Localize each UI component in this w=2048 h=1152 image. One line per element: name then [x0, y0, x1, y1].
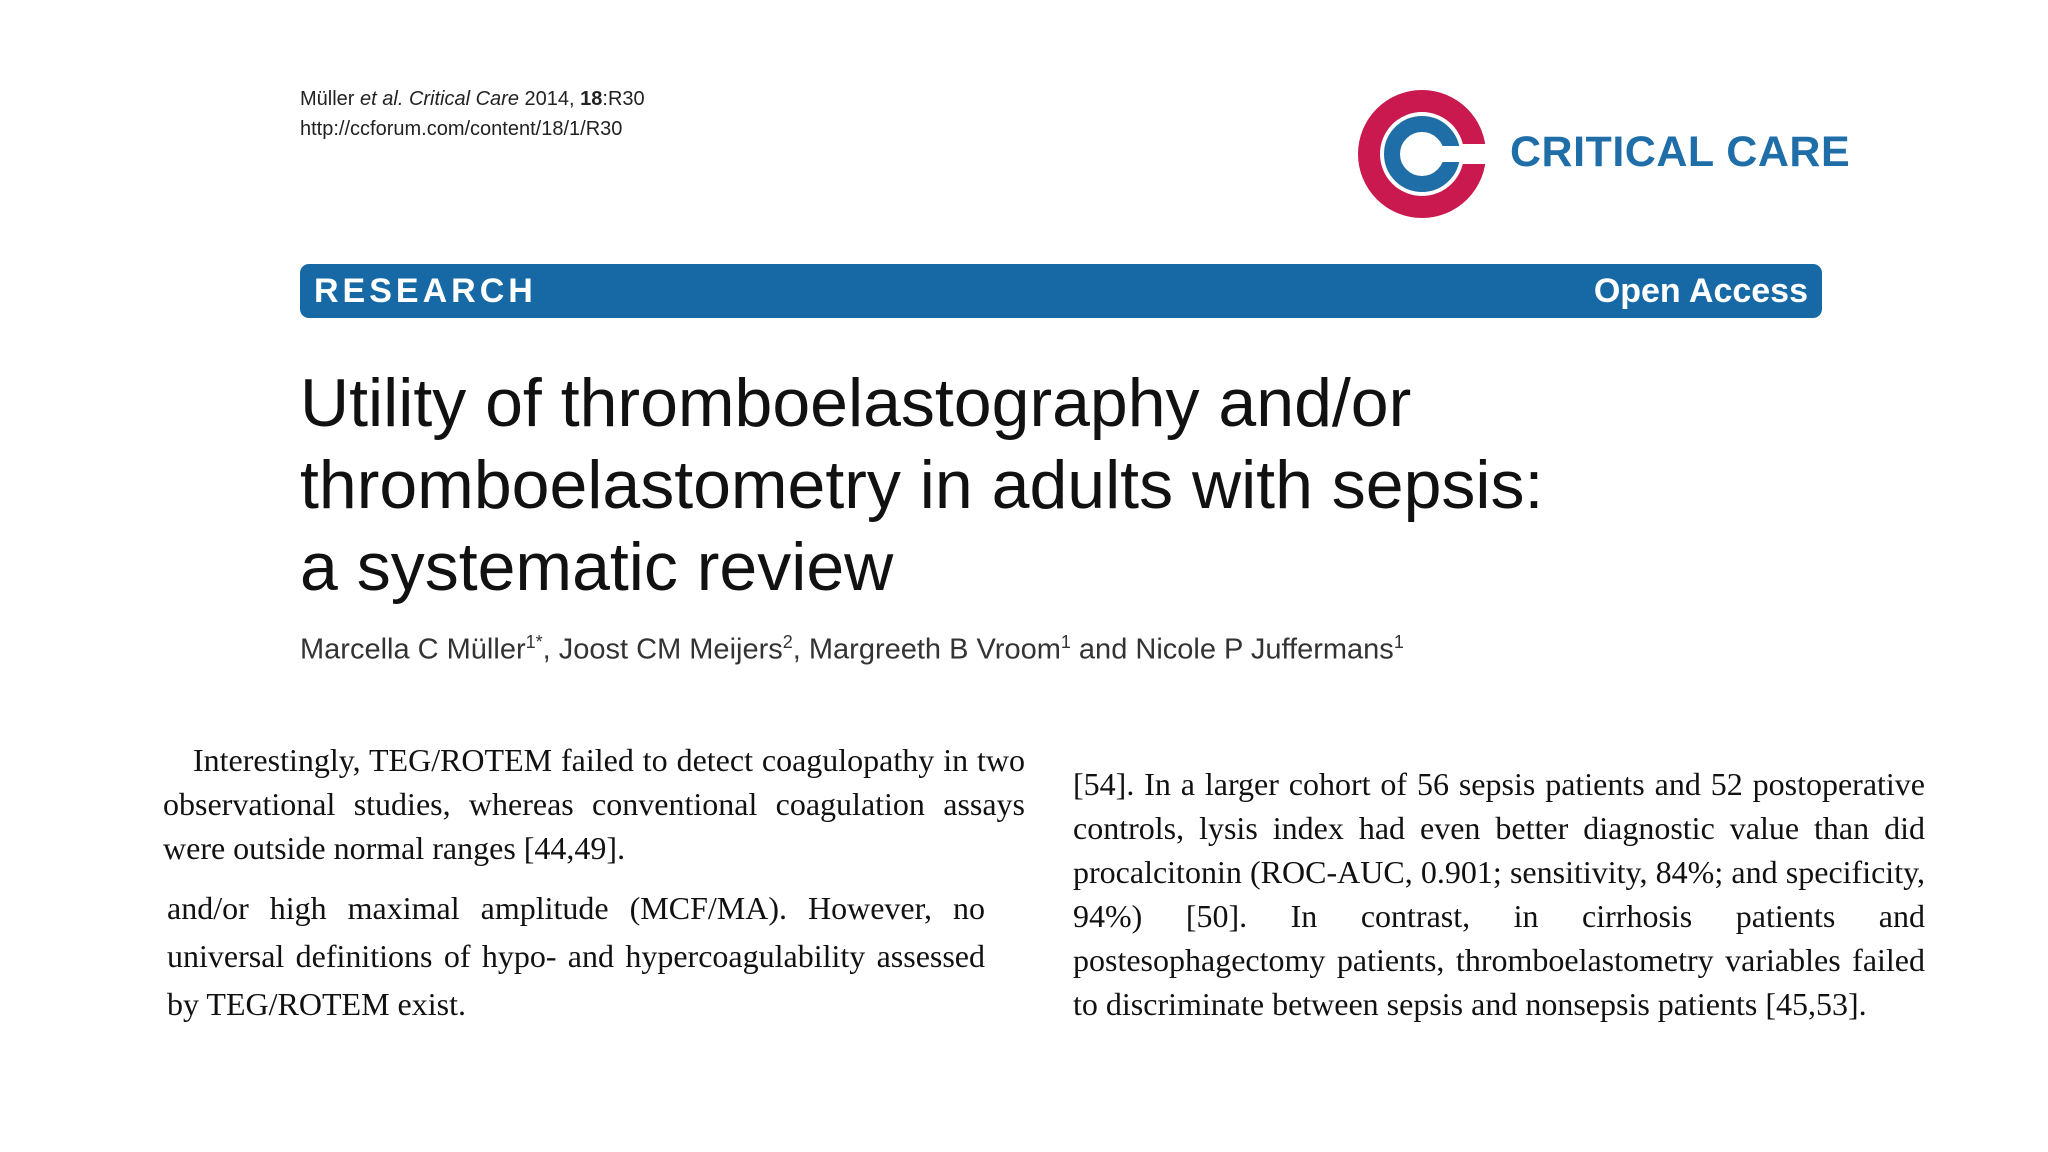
- article-type-banner: [300, 264, 1822, 318]
- author-separator: and: [1070, 633, 1136, 666]
- author-affiliation: 1: [1060, 632, 1071, 652]
- body-paragraph-2: and/or high maximal amplitude (MCF/MA). However, no universal definitions of hypo- and hypercoagulability assessed by TEG/ROTEM exist.: [167, 890, 985, 1022]
- citation-year: 2014,: [518, 88, 581, 110]
- critical-care-logo-icon: [1358, 90, 1486, 218]
- author-name[interactable]: Joost CM Meijers: [558, 633, 783, 666]
- article-url[interactable]: http://ccforum.com/content/18/1/R30: [300, 118, 623, 140]
- body-paragraph-3: [54]. In a larger cohort of 56 sepsis patients and 52 postoperative controls, lysis index had even better diagnostic value than did procalcitonin (ROC-AUC, 0.901; sensitivity, 84%; and specificity, 94%) [50]. In contrast, in cirrhosis patients and postesophagectomy patients, thromboelastometry variables failed to discriminate between sepsis and nonsepsis patients [45,53].: [1073, 766, 1925, 1022]
- author-name[interactable]: Nicole P Juffermans: [1135, 633, 1394, 666]
- article-title: [300, 362, 1543, 608]
- open-access-label: Open Access: [1593, 272, 1808, 310]
- citation-journal: Critical Care: [408, 88, 519, 110]
- author-name[interactable]: Marcella C Müller: [300, 633, 526, 666]
- citation-article: :R30: [602, 88, 645, 110]
- title-line: thromboelastometry in adults with sepsis:: [300, 447, 1544, 523]
- citation-line: [300, 84, 645, 114]
- article-type-label: RESEARCH: [314, 272, 537, 310]
- citation-authors: Müller: [300, 88, 361, 110]
- author-separator: ,: [792, 633, 809, 666]
- author-affiliation: 1*: [525, 632, 543, 652]
- title-line: a systematic review: [300, 529, 894, 605]
- body-paragraph-1: Interestingly, TEG/ROTEM failed to detect coagulopathy in two observational studies, whereas conventional coagulation assays were outside normal ranges [44,49].: [163, 742, 1025, 866]
- citation-volume: 18: [580, 88, 603, 110]
- title-line: Utility of thromboelastography and/or: [300, 365, 1412, 441]
- citation-etal: et al.: [360, 88, 404, 110]
- author-separator: ,: [542, 633, 559, 666]
- author-affiliation: 2: [782, 632, 793, 652]
- author-list: [300, 632, 1404, 667]
- author-affiliation: 1: [1393, 632, 1404, 652]
- journal-logo-text: CRITICAL CARE: [1510, 128, 1851, 176]
- citation-block: [300, 84, 645, 144]
- author-name[interactable]: Margreeth B Vroom: [808, 633, 1061, 666]
